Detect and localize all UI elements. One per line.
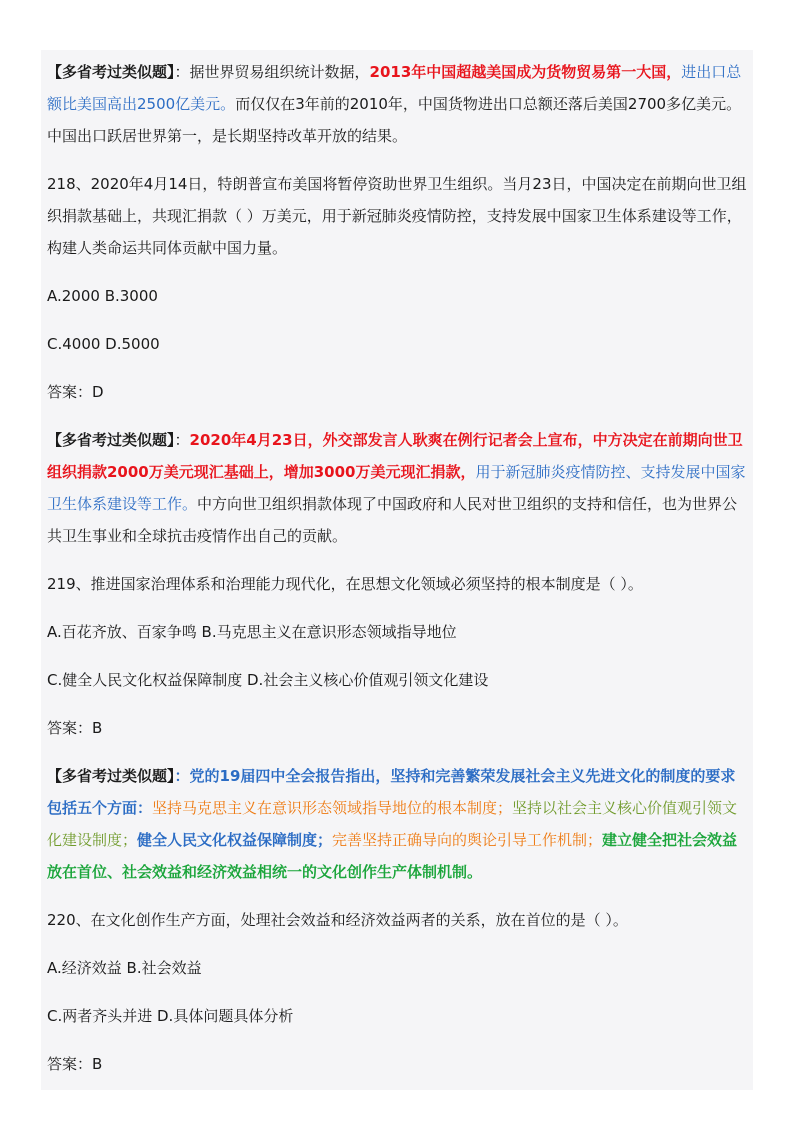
analysis-text: ：据世界贸易组织统计数据， <box>174 63 370 81</box>
question-220-options-cd: C.两者齐头并进 D.具体问题具体分析 <box>47 1007 294 1025</box>
analysis-highlight-blue: 健全人民文化权益保障制度； <box>137 831 333 849</box>
question-219-stem: 219、推进国家治理体系和治理能力现代化，在思想文化领域必须坚持的根本制度是（ ）。 <box>47 575 643 593</box>
question-219-options-ab: A.百花齐放、百家争鸣 B.马克思主义在意识形态领域指导地位 <box>47 623 457 641</box>
analysis-block-1 <box>47 56 749 152</box>
question-219-answer: 答案：B <box>47 719 103 737</box>
analysis-highlight-red: 2020年4月23日，外交部发言人耿爽在例行记者会上宣布，中方决定在前期向世卫组织捐款2000万美元现汇基础上，增加3000万美元现汇捐款， <box>47 431 743 481</box>
analysis-highlight-blue: 进出口总额比美国高出2500亿美元。 <box>47 63 742 113</box>
question-218-answer: 答案：D <box>47 383 104 401</box>
analysis-text: 中方向世卫组织捐款体现了中国政府和人民对世卫组织的支持和信任，也为世界公共卫生事业和全球抗击疫情作出自己的贡献。 <box>47 495 738 545</box>
analysis-highlight-green: 建立健全把社会效益放在首位、社会效益和经济效益相统一的文化创作生产体制机制。 <box>47 831 738 881</box>
similar-question-tag: 【多省考过类似题】 <box>47 63 175 81</box>
question-220-answer: 答案：B <box>47 1055 103 1073</box>
analysis-highlight-red: 2013年中国超越美国成为货物贸易第一大国， <box>369 63 682 81</box>
question-218-options-ab: A.2000 B.3000 <box>47 287 158 305</box>
analysis-highlight-blue: 用于新冠肺炎疫情防控、支持发展中国家卫生体系建设等工作。 <box>47 463 746 513</box>
document-content <box>41 50 753 1090</box>
analysis-text: 而仅仅在3年前的2010年，中国货物进出口总额还落后美国2700多亿美元。中国出口跃居世界第一，是长期坚持改革开放的结果。 <box>47 95 742 145</box>
question-219-options-cd: C.健全人民文化权益保障制度 D.社会主义核心价值观引领文化建设 <box>47 671 489 689</box>
analysis-highlight-blue: ：党的19届四中全会报告指出，坚持和完善繁荣发展社会主义先进文化的制度的要求包括五个方面： <box>47 767 736 817</box>
question-220-options-ab: A.经济效益 B.社会效益 <box>47 959 202 977</box>
analysis-text: ： <box>174 431 190 449</box>
similar-question-tag: 【多省考过类似题】 <box>47 767 175 785</box>
analysis-highlight-olive: 坚持以社会主义核心价值观引领文化建设制度； <box>47 799 738 849</box>
question-218-options-cd: C.4000 D.5000 <box>47 335 160 353</box>
analysis-highlight-orange: 完善坚持正确导向的舆论引导工作机制； <box>332 831 603 849</box>
question-220-stem: 220、在文化创作生产方面，处理社会效益和经济效益两者的关系，放在首位的是（ ）。 <box>47 911 628 929</box>
question-218-stem: 218、2020年4月14日，特朗普宣布美国将暂停资助世界卫生组织。当月23日，中国决定在前期向世卫组织捐款基础上，共现汇捐款（ ）万美元，用于新冠肺炎疫情防控，支持发展中国家卫生体系建设等工作，构建人类命运共同体贡献中国力量。 <box>47 175 747 257</box>
analysis-highlight-orange: 坚持马克思主义在意识形态领域指导地位的根本制度； <box>152 799 513 817</box>
analysis-block-3 <box>47 760 749 888</box>
similar-question-tag: 【多省考过类似题】 <box>47 431 175 449</box>
analysis-block-2 <box>47 424 749 552</box>
